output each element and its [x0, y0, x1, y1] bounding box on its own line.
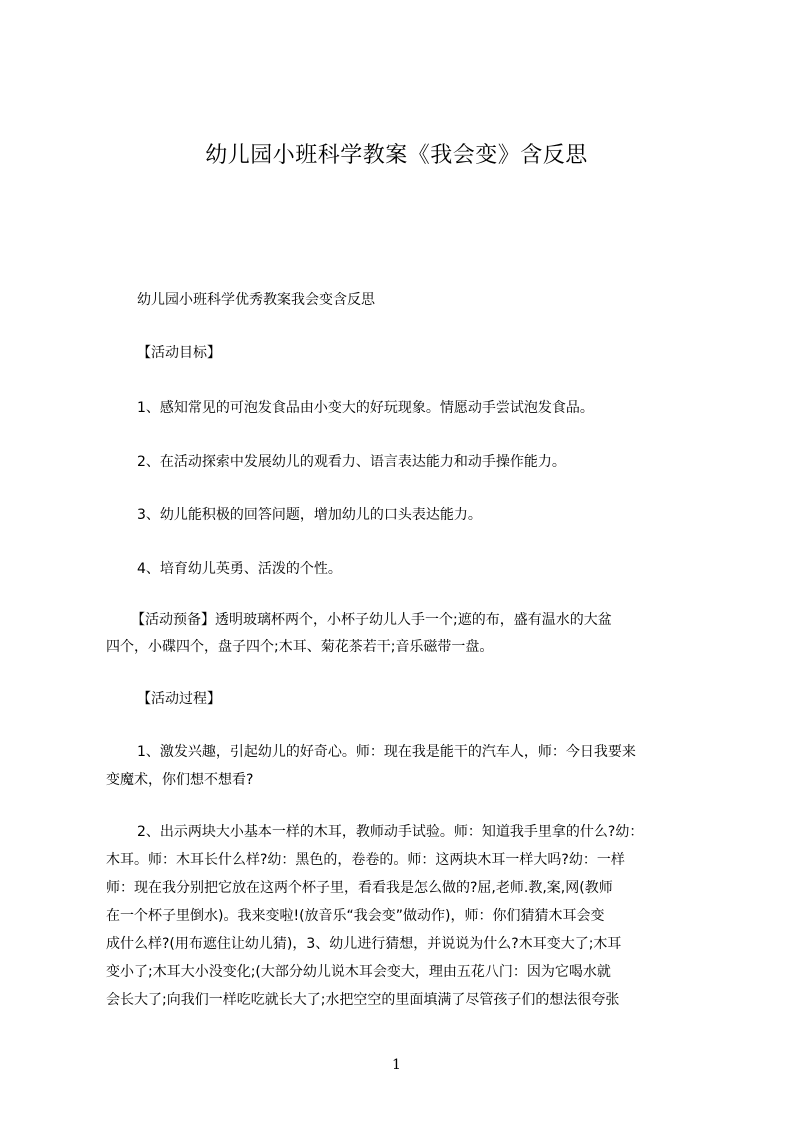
- process-step-line: 在一个杯子里倒水)。我来变啦!(放音乐“我会变”做动作)，师：你们猜猜木耳会变: [106, 908, 605, 924]
- subtitle: 幼儿园小班科学优秀教案我会变含反思: [137, 292, 375, 308]
- process-step-line: 师：现在我分别把它放在这两个杯子里，看看我是怎么做的?屈,老师.教,案,网(教师: [106, 880, 613, 896]
- process-step-line: 木耳。师：木耳长什么样?幼：黑色的，卷卷的。师：这两块木耳一样大吗?幼：一样: [106, 852, 625, 868]
- document-title: 幼儿园小班科学教案《我会变》含反思: [205, 143, 588, 168]
- goals-heading: 【活动目标】: [137, 345, 221, 361]
- goal-item-2: 2、在活动探索中发展幼儿的观看力、语言表达能力和动手操作能力。: [137, 454, 566, 470]
- preparation-line: 【活动预备】透明玻璃杯两个，小杯子幼儿人手一个;遮的布，盛有温水的大盆: [131, 612, 612, 628]
- process-step-line: 变小了;木耳大小没变化;(大部分幼儿说木耳会变大，理由五花八门：因为它喝水就: [106, 964, 611, 980]
- goal-item-1: 1、感知常见的可泡发食品由小变大的好玩现象。情愿动手尝试泡发食品。: [137, 400, 594, 416]
- process-step-line: 2、出示两块大小基本一样的木耳，教师动手试验。师：知道我手里拿的什么?幼：: [137, 824, 644, 840]
- process-step-line: 会长大了;向我们一样吃吃就长大了;水把空空的里面填满了尽管孩子们的想法很夸张: [106, 992, 620, 1008]
- process-heading: 【活动过程】: [137, 691, 221, 707]
- preparation-line: 四个，小碟四个，盘子四个;木耳、菊花茶若干;音乐磁带一盘。: [106, 639, 494, 655]
- process-step-line: 变魔术，你们想不想看?: [106, 772, 254, 788]
- goal-item-4: 4、培育幼儿英勇、活泼的个性。: [137, 561, 342, 577]
- process-step-line: 成什么样?(用布遮住让幼儿猜)，3、幼儿进行猜想，并说说为什么?木耳变大了;木耳: [106, 936, 622, 952]
- process-step-line: 1、激发兴趣，引起幼儿的好奇心。师：现在我是能干的汽车人，师：今日我要来: [137, 744, 636, 760]
- goal-item-3: 3、幼儿能积极的回答问题，增加幼儿的口头表达能力。: [137, 507, 482, 523]
- page-number: 1: [392, 1057, 401, 1073]
